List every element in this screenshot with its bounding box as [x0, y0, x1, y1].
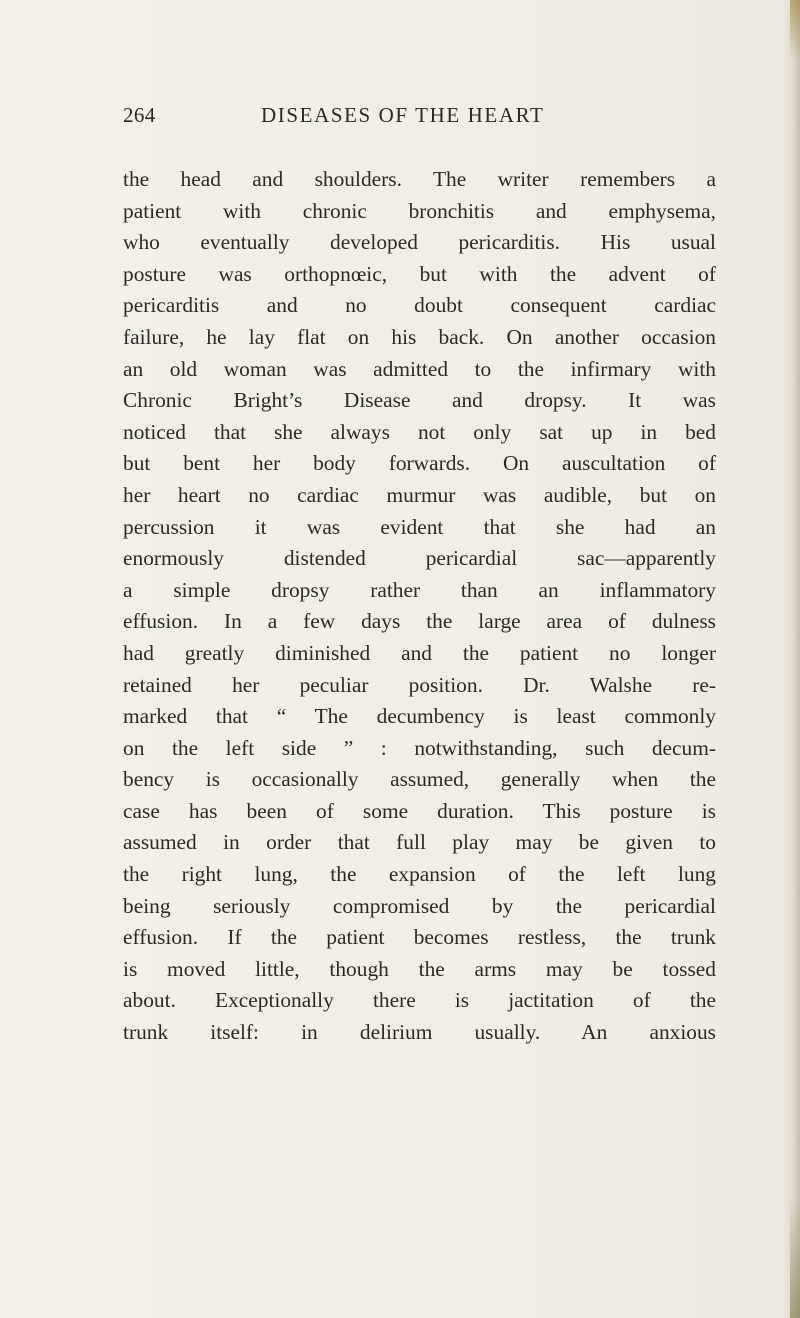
text-line: the right lung, the expansion of the left lung: [123, 862, 716, 887]
text-line: being seriously compromised by the pericardial: [123, 893, 716, 918]
text-line: bency is occasionally assumed, generally when the: [123, 767, 716, 792]
text-line: case has been of some duration. This posture is: [123, 798, 716, 823]
text-line: percussion it was evident that she had an: [123, 514, 716, 539]
text-line: about. Exceptionally there is jactitation of the: [123, 988, 716, 1013]
text-line: marked that “ The decumbency is least commonly: [123, 704, 716, 729]
text-line: her heart no cardiac murmur was audible, but on: [123, 482, 716, 507]
body-paragraph: [123, 164, 716, 1049]
text-line: an old woman was admitted to the infirmary with: [123, 356, 716, 381]
text-line: on the left side ” : notwithstanding, such decum-: [123, 735, 716, 760]
text-line: a simple dropsy rather than an inflammatory: [123, 577, 716, 602]
text-line: had greatly diminished and the patient no longer: [123, 640, 716, 665]
text-line: is moved little, though the arms may be tossed: [123, 956, 716, 981]
text-line: retained her peculiar position. Dr. Walshe re-: [123, 672, 716, 697]
text-line: Chronic Bright’s Disease and dropsy. It was: [123, 388, 716, 413]
text-line: patient with chronic bronchitis and emphysema,: [123, 198, 716, 223]
text-line: effusion. If the patient becomes restless, the trunk: [123, 925, 716, 950]
running-title: DISEASES OF THE HEART: [261, 103, 545, 127]
page-edge-shadow: [782, 0, 800, 1318]
text-line: pericarditis and no doubt consequent cardiac: [123, 293, 716, 318]
page-number: 264: [123, 103, 156, 127]
text-line: effusion. In a few days the large area of dulness: [123, 609, 716, 634]
page-header: [123, 103, 716, 143]
text-line: posture was orthopnœic, but with the advent of: [123, 261, 716, 286]
text-line: trunk itself: in delirium usually. An anxious: [123, 1020, 716, 1045]
text-line: but bent her body forwards. On auscultation of: [123, 451, 716, 476]
text-line: the head and shoulders. The writer remembers a: [123, 167, 716, 191]
text-line: noticed that she always not only sat up in bed: [123, 419, 716, 444]
text-line: assumed in order that full play may be given to: [123, 830, 716, 855]
text-line: failure, he lay flat on his back. On another occasion: [123, 324, 716, 349]
text-line: enormously distended pericardial sac—apparently: [123, 546, 716, 571]
text-line: who eventually developed pericarditis. His usual: [123, 230, 716, 255]
